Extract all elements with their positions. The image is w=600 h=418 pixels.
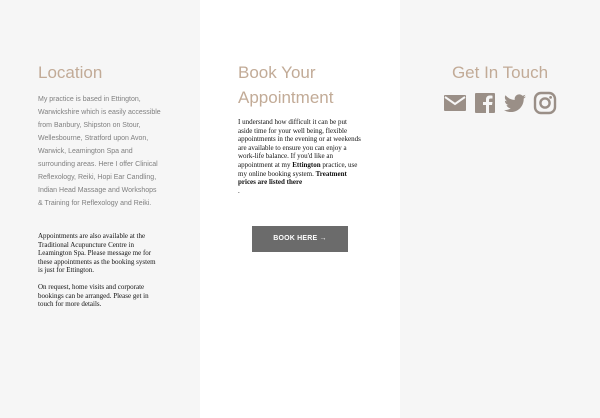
- facebook-icon[interactable]: [473, 91, 497, 115]
- booking-heading: [238, 60, 362, 110]
- contact-column: [400, 0, 600, 418]
- location-intro: My practice is based in Ettington, Warwickshire which is easily accessible from Banbury, Shipston on Stour, Wellesbourne, Stratford upon Avon, Warwick, Leamington Spa and surrounding areas. Here I offer Clinical Reflexology, Reiki, Hopi Ear Candling, Indian Head Massage and Workshops & Training for Reflexology and Reiki.: [38, 96, 161, 207]
- location-heading: Location: [38, 63, 103, 82]
- acupuncture-note: Appointments are also available at the Traditional Acupuncture Centre in Leamington Spa. Please message me for these appointments as the booking system is just for Ettington.: [38, 232, 156, 275]
- booking-text-prices: Treatment prices are listed there: [238, 169, 347, 187]
- booking-heading-line2: Appointment: [238, 88, 334, 107]
- booking-text: [238, 118, 362, 195]
- booking-heading-line1: Book Your: [238, 63, 316, 82]
- contact-heading: Get In Touch: [451, 63, 549, 82]
- book-here-button[interactable]: BOOK HERE →: [252, 226, 348, 252]
- mail-icon[interactable]: [443, 91, 467, 115]
- booking-text-part1: I understand how difficult it can be put aside time for your well being, flexible appointments in the evening or at weekends are available to ensure you can enjoy a work-life balance. If you'd like an appointment at my: [238, 118, 361, 169]
- twitter-icon[interactable]: [503, 91, 527, 115]
- booking-text-part2: practice, use my online booking system.: [238, 160, 358, 178]
- booking-text-ettington: Ettington: [292, 160, 321, 169]
- home-visits-note: On request, home visits and corporate bookings can be arranged. Please get in touch for more details.: [38, 282, 149, 309]
- booking-column: [200, 0, 400, 418]
- booking-text-part3: .: [238, 186, 240, 195]
- instagram-icon[interactable]: [533, 91, 557, 115]
- social-icons: [400, 91, 600, 115]
- location-column: [0, 0, 200, 418]
